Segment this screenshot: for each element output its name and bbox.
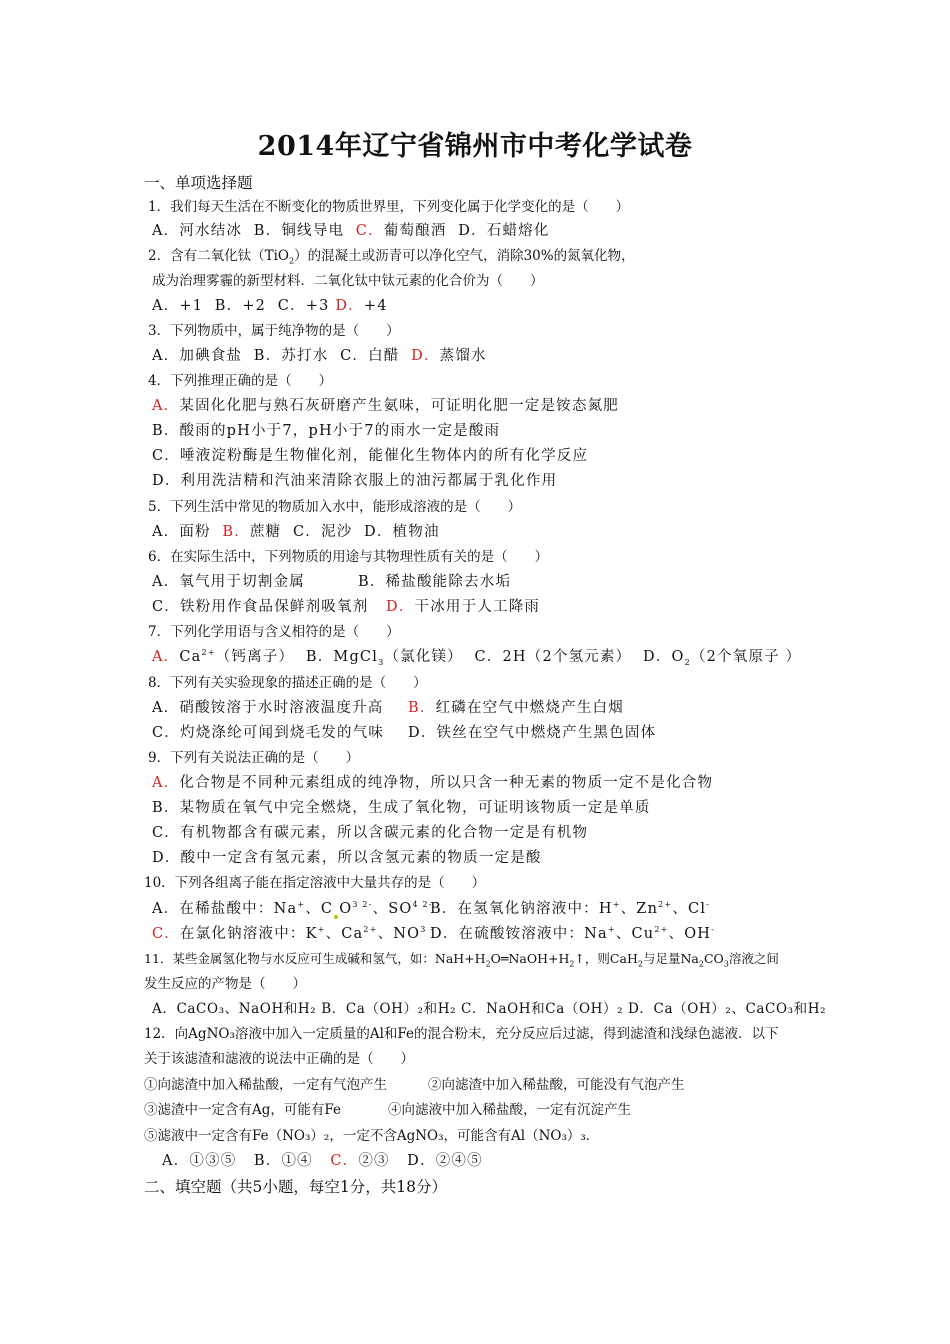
option-b: B．+2	[214, 298, 267, 314]
question-7-stem: 7．下列化学用语与含义相符的是（ ）	[148, 624, 400, 640]
answer-marker-a: A．	[152, 649, 180, 665]
option-a: A．面粉	[152, 524, 211, 540]
question-8-option-c: C．灼烧涤纶可闻到烧毛发的气味	[152, 725, 385, 741]
section-heading-1: 一、单项选择题	[144, 174, 253, 192]
question-4-option-a: A．某固化化肥与熟石灰研磨产生氨味，可证明化肥一定是铵态氮肥	[152, 398, 619, 414]
question-8-option-b: B．红磷在空气中燃烧产生白烟	[408, 700, 624, 716]
question-2-stem-line1: 2．含有二氧化钛（TiO$_2$）的混凝土或沥青可以净化空气，消除30%的氮氧化物，	[148, 248, 635, 266]
question-9-option-d: D．酸中一定含有氢元素，所以含氢元素的物质一定是酸	[152, 850, 542, 866]
option-a: A．①③⑤	[162, 1153, 237, 1169]
option-c: 葡萄酿酒	[383, 223, 447, 239]
option-a: A．+1	[152, 298, 204, 314]
question-5-options	[152, 522, 440, 542]
option-a: A．加碘食盐	[152, 348, 243, 364]
question-9-option-c: C．有机物都含有碳元素，所以含碳元素的化合物一定是有机物	[152, 825, 589, 841]
question-6-option-c: C．铁粉用作食品保鲜剂吸氧剂	[152, 599, 369, 615]
question-8-option-a: A．硝酸铵溶于水时溶液温度升高	[152, 700, 384, 716]
option-d: D．石蜡熔化	[458, 223, 550, 239]
question-1-options	[152, 221, 550, 241]
question-12-options	[162, 1151, 483, 1171]
option-c: ②③	[358, 1153, 390, 1169]
option-c: C．+3	[277, 298, 330, 314]
question-8-stem: 8．下列有关实验现象的描述正确的是（ ）	[148, 675, 427, 691]
question-11-stem-line1: 11．某些金属氢化物与水反应可生成碱和氢气，如：$NaH+H_2O═NaOH+H_2↑$，则CaH$_2$与足量$Na_2CO_3$溶液之间	[144, 951, 779, 969]
option-b: 蔗糖	[249, 524, 282, 540]
option-d: 蒸馏水	[439, 348, 487, 364]
question-8-option-d: D．铁丝在空气中燃烧产生黑色固体	[408, 725, 657, 741]
statement-3: ③滤渣中一定含有Ag，可能有Fe	[144, 1102, 342, 1118]
option-d: +4	[363, 298, 388, 314]
question-10-option-d: D．在硫酸铵溶液中：Na+、$Cu^{2+}$、OH-	[430, 925, 716, 942]
option-d: D．植物油	[364, 524, 440, 540]
question-6-option-b: B．稀盐酸能除去水垢	[358, 574, 512, 590]
question-6-stem: 6．在实际生活中，下列物质的用途与其物理性质有关的是（ ）	[148, 549, 549, 565]
question-11-stem-line2: 发生反应的产物是（ ）	[144, 976, 306, 992]
option-a: A．河水结冰	[152, 223, 243, 239]
question-4-option-d: D．利用洗洁精和汽油来清除衣服上的油污都属于乳化作用	[152, 473, 558, 489]
page-title: 2014年辽宁省锦州市中考化学试卷	[257, 131, 693, 162]
option-d: D．②④⑤	[407, 1153, 483, 1169]
section-heading-2: 二、填空题（共5小题，每空1分，共18分）	[144, 1178, 447, 1196]
question-5-stem: 5．下列生活中常见的物质加入水中，能形成溶液的是（ ）	[148, 499, 522, 515]
question-10-option-b: B．在氢氧化钠溶液中：H+、$Zn^{2+}$、Cl-	[430, 900, 711, 917]
answer-marker-d: D．	[335, 298, 364, 314]
option-b: B．①④	[253, 1153, 313, 1169]
question-3-options	[152, 346, 487, 366]
highlight-dot-icon	[334, 915, 338, 919]
question-12-stem-line2: 关于该滤渣和滤液的说法中正确的是（ ）	[144, 1051, 414, 1067]
statement-1: ①向滤渣中加入稀盐酸，一定有气泡产生	[144, 1077, 387, 1093]
question-1-stem: 1．我们每天生活在不断变化的物质世界里，下列变化属于化学变化的是（ ）	[148, 199, 630, 215]
statement-4: ④向滤液中加入稀盐酸，一定有沉淀产生	[388, 1102, 631, 1118]
question-3-stem: 3．下列物质中，属于纯净物的是（ ）	[148, 323, 400, 339]
question-12-stem-line1: 12．向AgNO₃溶液中加入一定质量的Al和Fe的混合粉末，充分反应后过滤，得到滤渣和浅绿色滤液．以下	[144, 1026, 779, 1042]
answer-marker-b: B．	[222, 524, 250, 540]
statement-5: ⑤滤液中一定含有Fe（NO₃）₂，一定不含AgNO₃，可能含有Al（NO₃）₃．	[144, 1128, 600, 1144]
question-11-options: A．CaCO₃、NaOH和H₂ B．Ca（OH）₂和H₂ C．NaOH和Ca（OH）₂ D．Ca（OH）₂、CaCO₃和H₂	[152, 1001, 827, 1017]
question-10-stem: 10．下列各组离子能在指定溶液中大量共存的是（ ）	[144, 875, 486, 891]
answer-marker-a: A．	[152, 398, 180, 414]
question-9-option-a: A．化合物是不同种元素组成的纯净物，所以只含一种无素的物质一定不是化合物	[152, 775, 714, 791]
option-c: C．白醋	[340, 348, 400, 364]
question-2-stem-line2: 成为治理雾霾的新型材料．二氧化钛中钛元素的化合价为（ ）	[152, 273, 544, 289]
question-6-option-a: A．氧气用于切割金属	[152, 574, 305, 590]
option-b: B．苏打水	[253, 348, 329, 364]
question-4-option-b: B．酸雨的pH小于7，pH小于7的雨水一定是酸雨	[152, 423, 501, 439]
question-9-stem: 9．下列有关说法正确的是（ ）	[148, 750, 360, 766]
question-6-option-d: D．干冰用于人工降雨	[386, 599, 541, 615]
question-7-options: A．$Ca^{2+}$（钙离子） B．MgCl$_3$（氯化镁） C．2H（2个氢元素） D．$O_2(2$个氧原子 ）	[152, 648, 802, 667]
question-4-option-c: C．唾液淀粉酶是生物催化剂，能催化生物体内的所有化学反应	[152, 448, 589, 464]
option-c: C．泥沙	[293, 524, 353, 540]
question-2-options	[152, 296, 388, 316]
answer-marker-c: C．	[355, 223, 384, 239]
question-9-option-b: B．某物质在氧气中完全燃烧，生成了氧化物，可证明该物质一定是单质	[152, 800, 651, 816]
question-10-option-a: A．在稀盐酸中：Na+、C $O^{3 2-}$、$SO^{4 2-}$	[152, 900, 433, 917]
answer-marker-c: C．	[330, 1153, 359, 1169]
question-10-option-c: C．在氯化钠溶液中：K+、$Ca^{2+}$、$NO^{3 -}$	[152, 925, 435, 942]
option-b: B．铜线导电	[253, 223, 345, 239]
answer-marker-d: D．	[411, 348, 440, 364]
question-4-stem: 4．下列推理正确的是（ ）	[148, 373, 333, 389]
statement-2: ②向滤渣中加入稀盐酸，可能没有气泡产生	[428, 1077, 685, 1093]
